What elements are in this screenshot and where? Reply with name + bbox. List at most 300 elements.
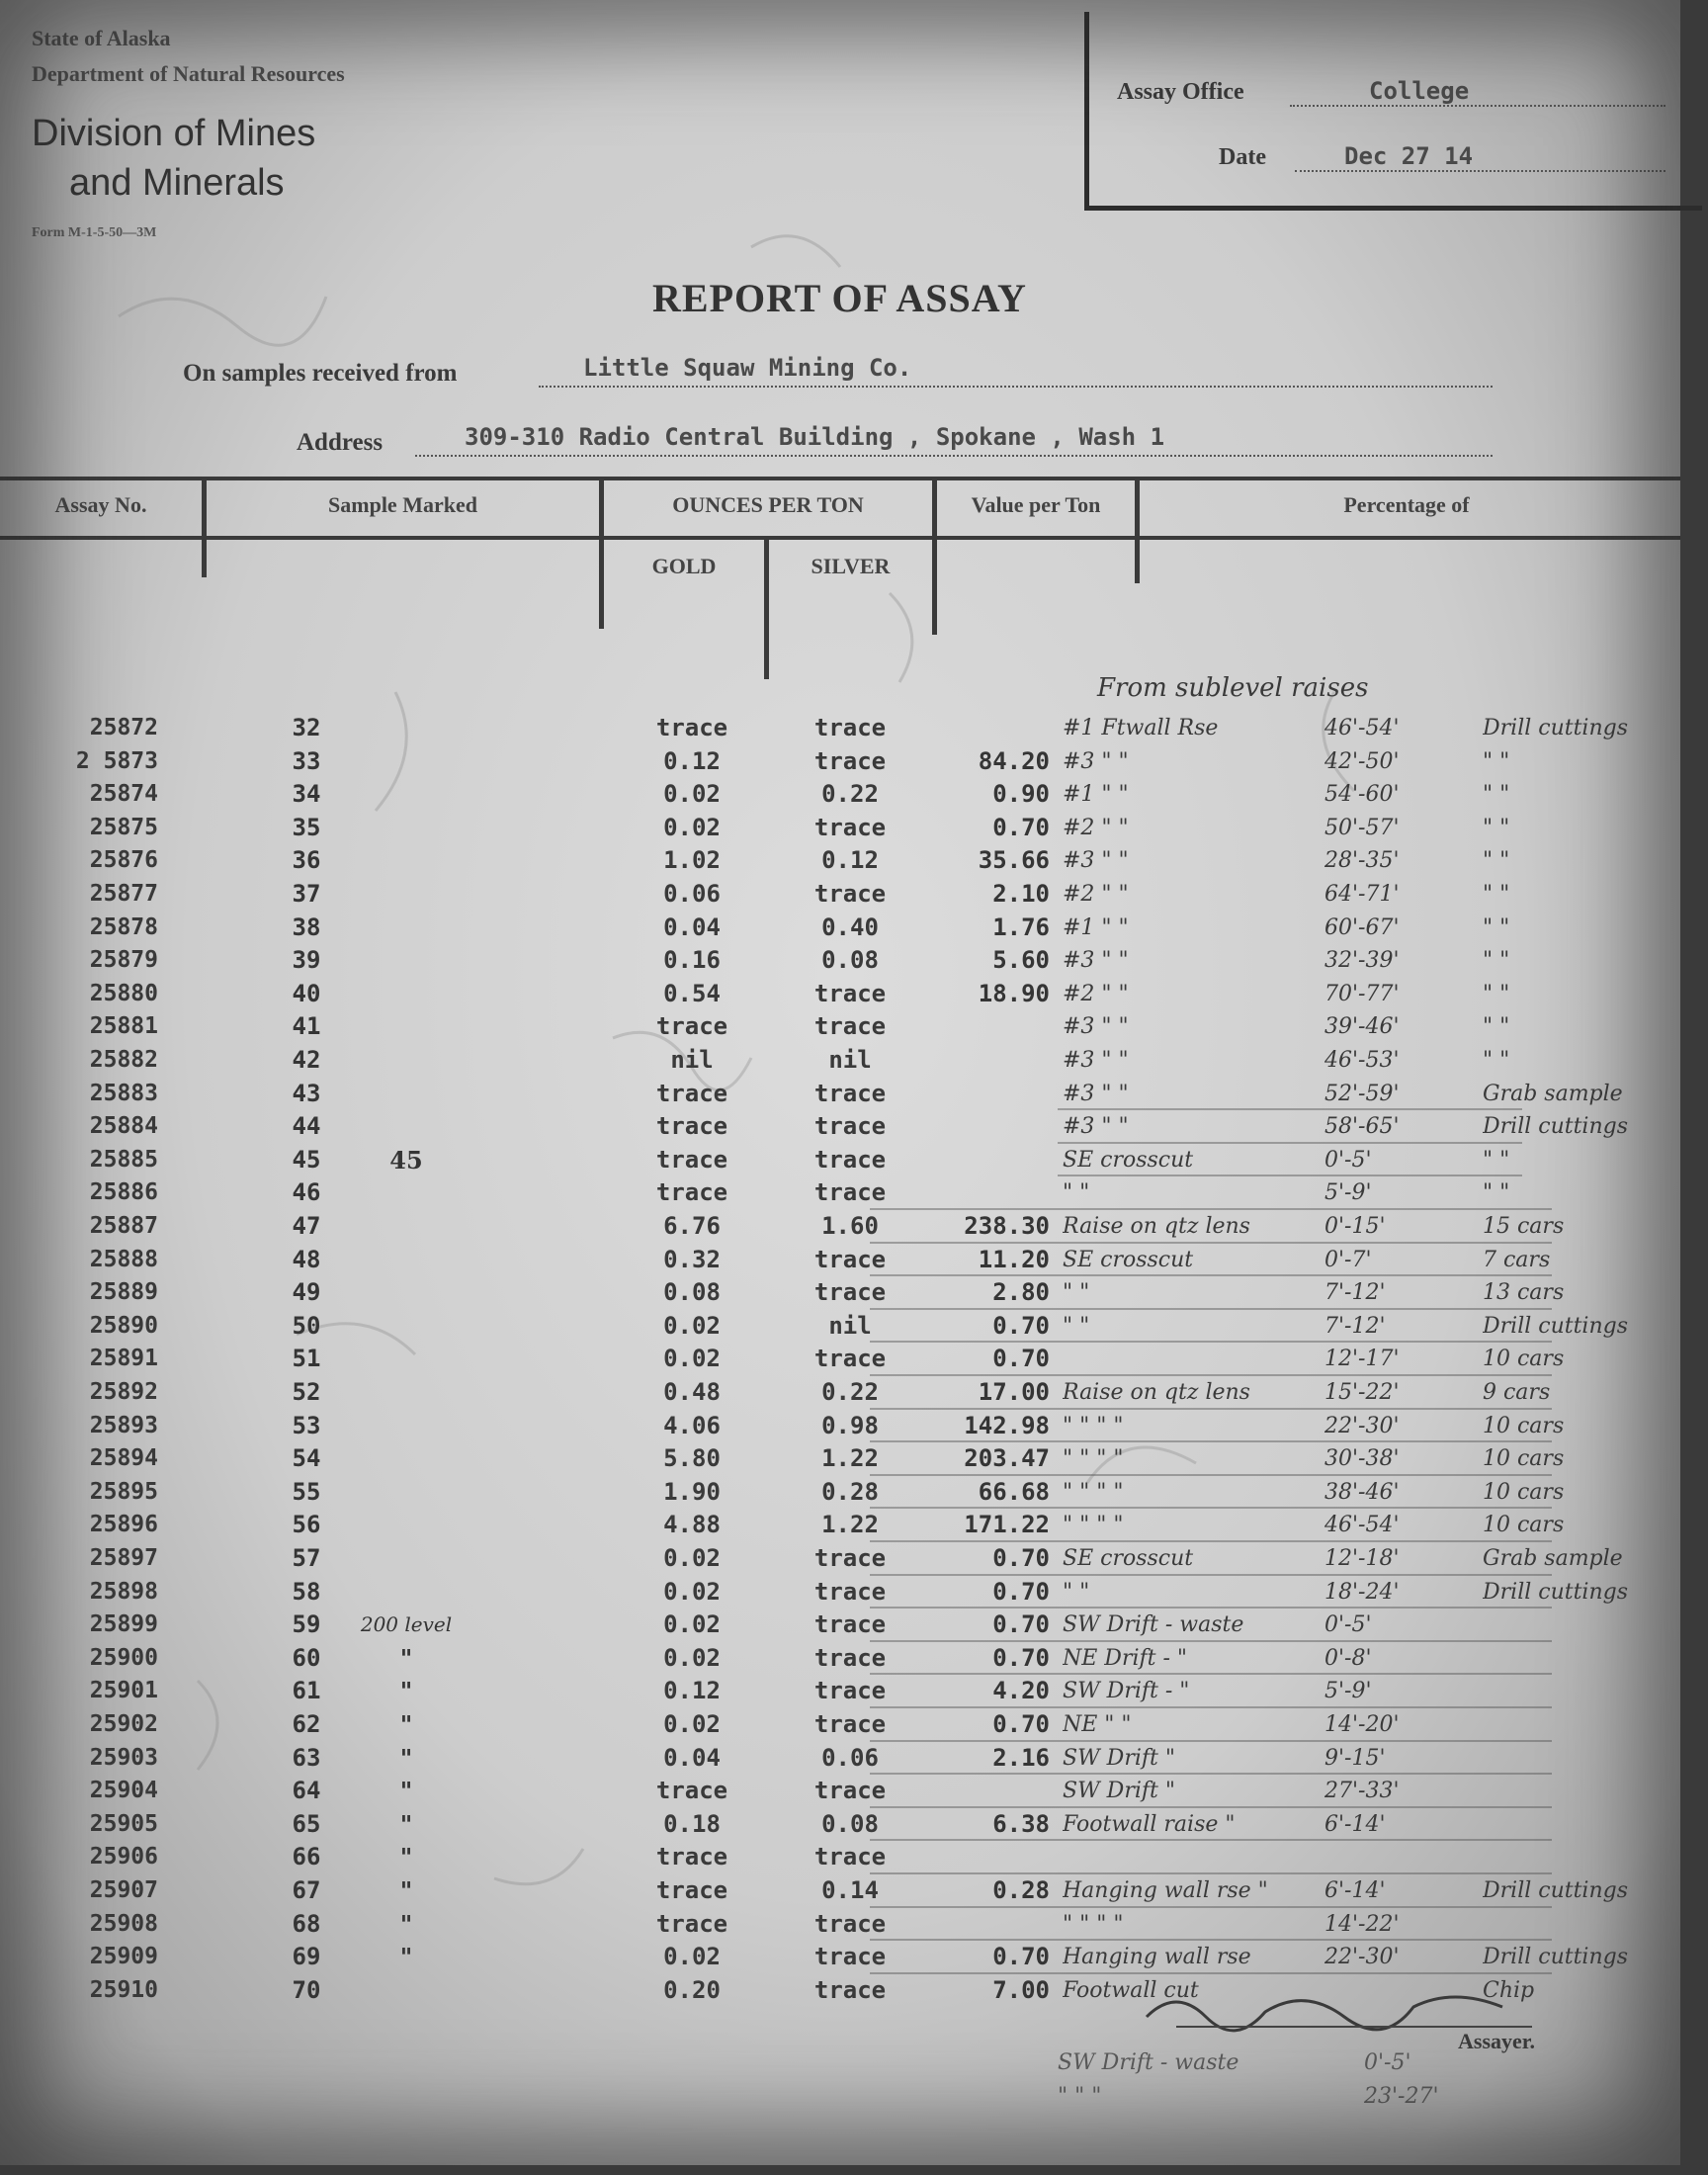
location-description: #3 " " — [1063, 1014, 1129, 1040]
sample-marked: 46 — [292, 1178, 321, 1207]
sample-extra — [332, 778, 480, 811]
gold-ounces: trace — [655, 1777, 728, 1805]
gold-ounces: 1.90 — [663, 1477, 721, 1506]
assay-number: 25905 — [89, 1810, 158, 1837]
sample-note: " " — [1483, 748, 1510, 774]
sample-marked: 67 — [292, 1876, 321, 1904]
gold-ounces: 0.20 — [663, 1975, 721, 2004]
assay-office-label: Assay Office — [1117, 79, 1244, 105]
footage-range: 7'-12' — [1324, 1280, 1386, 1306]
footage-range: 52'-59' — [1324, 1081, 1400, 1106]
sample-marked: 42 — [292, 1046, 321, 1074]
sample-note: " " — [1483, 914, 1510, 940]
silver-ounces: 0.22 — [821, 1378, 879, 1406]
sample-marked: 39 — [292, 946, 321, 975]
sample-extra — [332, 1010, 480, 1043]
assay-number: 25907 — [89, 1877, 158, 1903]
assay-office-value: College — [1369, 77, 1470, 105]
gold-ounces: trace — [655, 1843, 728, 1871]
sample-note: " " — [1483, 1014, 1510, 1040]
footage-range: 0'-5' — [1324, 1147, 1372, 1173]
silver-ounces: trace — [813, 1544, 887, 1572]
sample-marked: 53 — [292, 1411, 321, 1439]
sample-extra — [332, 1542, 480, 1575]
location-description: SW Drift " — [1063, 1779, 1175, 1804]
sample-marked: 41 — [292, 1012, 321, 1041]
sample-extra: " — [399, 1943, 413, 1972]
assay-number: 25904 — [89, 1778, 158, 1804]
value-per-ton: 7.00 — [992, 1975, 1050, 2004]
assay-number: 25877 — [89, 881, 158, 907]
location-description: #3 " " — [1063, 948, 1129, 974]
location-description: #3 " " — [1063, 848, 1129, 874]
location-description: Footwall raise " — [1063, 1811, 1236, 1837]
sample-extra — [332, 1442, 480, 1475]
sample-note — [1483, 1808, 1680, 1841]
gold-ounces: 0.02 — [663, 1710, 721, 1738]
assay-number: 25894 — [89, 1445, 158, 1472]
silver-ounces: trace — [813, 1943, 887, 1971]
sample-extra — [332, 944, 480, 977]
sample-marked: 60 — [292, 1643, 321, 1672]
sample-marked: 66 — [292, 1843, 321, 1871]
silver-ounces: trace — [813, 1345, 887, 1373]
sample-marked: 44 — [292, 1112, 321, 1141]
sample-note: " " — [1483, 1180, 1510, 1206]
location-description: Raise on qtz lens — [1063, 1380, 1250, 1405]
footage-range: 12'-17' — [1324, 1347, 1400, 1372]
footage-range: 60'-67' — [1324, 914, 1400, 940]
value-per-ton: 0.70 — [992, 1710, 1050, 1738]
sample-note: " " — [1483, 948, 1510, 974]
sample-marked: 63 — [292, 1743, 321, 1772]
value-per-ton: 0.70 — [992, 1610, 1050, 1639]
sample-marked: 33 — [292, 746, 321, 775]
gold-ounces: trace — [655, 1876, 728, 1904]
silver-ounces: 1.22 — [821, 1511, 879, 1539]
report-title: REPORT OF ASSAY — [652, 276, 1027, 320]
office-box — [1084, 12, 1702, 211]
silver-ounces: 0.98 — [821, 1411, 879, 1439]
sample-extra — [332, 712, 480, 744]
value-per-ton — [939, 1144, 1050, 1176]
sample-extra — [332, 1343, 480, 1375]
sample-extra: " — [399, 1777, 413, 1806]
sample-extra — [332, 1974, 480, 2007]
assay-number: 25897 — [89, 1545, 158, 1571]
location-description: #3 " " — [1063, 748, 1129, 774]
col-value-per-ton: Value per Ton — [971, 492, 1101, 517]
silver-ounces: 1.60 — [821, 1212, 879, 1240]
sample-extra: 45 — [389, 1145, 423, 1174]
footage-range: 54'-60' — [1324, 782, 1400, 808]
footage-range: 7'-12' — [1324, 1313, 1386, 1339]
location-description: " " " " — [1063, 1479, 1124, 1505]
handwritten-header: From sublevel raises — [1097, 673, 1369, 703]
sample-note — [1483, 1841, 1680, 1873]
sample-extra — [332, 1576, 480, 1609]
gold-ounces: 1.02 — [663, 846, 721, 875]
footage-range: 0'-15' — [1324, 1214, 1386, 1239]
sample-extra: " — [399, 1809, 413, 1839]
sample-extra — [332, 1210, 480, 1243]
sample-extra — [332, 978, 480, 1010]
gold-ounces: 0.02 — [663, 1610, 721, 1639]
gold-ounces: 0.06 — [663, 880, 721, 908]
location-description — [1063, 1841, 1310, 1873]
table-top-rule — [0, 477, 1680, 480]
value-per-ton — [939, 1775, 1050, 1807]
assay-number: 25903 — [89, 1744, 158, 1771]
footage-range: 64'-71' — [1324, 882, 1400, 907]
footage-range: 50'-57' — [1324, 815, 1400, 840]
date-line — [1295, 170, 1665, 172]
gold-ounces: 4.06 — [663, 1411, 721, 1439]
sample-extra: " — [399, 1643, 413, 1673]
footage-range: 22'-30' — [1324, 1945, 1400, 1970]
silver-ounces: 1.22 — [821, 1444, 879, 1473]
value-per-ton: 11.20 — [978, 1245, 1050, 1273]
sample-extra — [332, 745, 480, 778]
address-value: 309-310 Radio Central Building , Spokane , Wash 1 — [465, 423, 1165, 451]
gold-ounces: 0.02 — [663, 1544, 721, 1572]
assay-number: 25910 — [89, 1976, 158, 2003]
sample-marked: 50 — [292, 1311, 321, 1340]
silver-ounces: 0.28 — [821, 1477, 879, 1506]
sample-marked: 32 — [292, 714, 321, 741]
sample-marked: 68 — [292, 1909, 321, 1938]
silver-ounces: trace — [813, 1577, 887, 1606]
sample-extra: " — [399, 1710, 413, 1739]
footage-range: 0'-8' — [1324, 1645, 1372, 1671]
location-description: #3 " " — [1063, 1114, 1129, 1140]
footer-note-range-1: 0'-5' — [1364, 2050, 1411, 2075]
location-description: " " " " — [1063, 1446, 1124, 1472]
sample-extra: " — [399, 1876, 413, 1905]
assay-number: 25874 — [89, 781, 158, 808]
assay-number: 25891 — [89, 1346, 158, 1372]
sample-marked: 52 — [292, 1378, 321, 1406]
location-description: #1 Ftwall Rse — [1063, 716, 1219, 740]
sample-note: Grab sample — [1483, 1546, 1623, 1571]
gold-ounces: 0.02 — [663, 813, 721, 841]
value-per-ton: 84.20 — [978, 746, 1050, 775]
silver-ounces: 0.40 — [821, 913, 879, 941]
sample-marked: 56 — [292, 1511, 321, 1539]
assay-number: 25901 — [89, 1678, 158, 1704]
sample-note: 10 cars — [1483, 1347, 1565, 1372]
sample-marked: 37 — [292, 880, 321, 908]
address-label: Address — [297, 429, 384, 456]
assay-number: 25879 — [89, 947, 158, 974]
assay-number: 25906 — [89, 1844, 158, 1870]
sample-note: Drill cuttings — [1483, 1313, 1629, 1339]
footage-range: 28'-35' — [1324, 848, 1400, 874]
assay-number: 25896 — [89, 1512, 158, 1538]
sample-extra — [332, 1176, 480, 1209]
location-description: SE crosscut — [1063, 1147, 1194, 1173]
footage-range — [1324, 1841, 1473, 1873]
footage-range: 0'-7' — [1324, 1247, 1372, 1272]
sample-marked: 59 — [292, 1610, 321, 1639]
value-per-ton — [939, 1908, 1050, 1941]
sample-note: 10 cars — [1483, 1413, 1565, 1438]
sample-note: " " — [1483, 815, 1510, 840]
gold-ounces: 0.12 — [663, 746, 721, 775]
sample-marked: 34 — [292, 780, 321, 809]
assay-office-line — [1290, 105, 1665, 107]
location-description: Raise on qtz lens — [1063, 1214, 1250, 1239]
sample-note — [1483, 1675, 1680, 1707]
col-ounces-per-ton: OUNCES PER TON — [672, 492, 864, 517]
sample-extra — [332, 812, 480, 844]
sample-note: Drill cuttings — [1483, 1114, 1629, 1140]
assay-number: 25875 — [89, 814, 158, 840]
value-per-ton: 1.76 — [992, 913, 1050, 941]
assay-number: 25881 — [89, 1013, 158, 1040]
sample-marked: 54 — [292, 1444, 321, 1473]
gold-ounces: 0.12 — [663, 1677, 721, 1705]
sample-marked: 58 — [292, 1577, 321, 1606]
department-name: Department of Natural Resources — [32, 61, 345, 86]
footage-range: 0'-5' — [1324, 1612, 1372, 1638]
footage-range: 6'-14' — [1324, 1811, 1386, 1837]
assay-number: 25887 — [89, 1213, 158, 1239]
location-description: " " " " — [1063, 1413, 1124, 1438]
gold-ounces: trace — [655, 1112, 728, 1141]
gold-ounces: 0.32 — [663, 1245, 721, 1273]
footage-range: 5'-9' — [1324, 1679, 1372, 1704]
location-description: " " — [1063, 1180, 1090, 1206]
location-description: #1 " " — [1063, 914, 1129, 940]
footage-range: 58'-65' — [1324, 1114, 1400, 1140]
silver-ounces: trace — [813, 1145, 887, 1174]
value-per-ton: 5.60 — [992, 946, 1050, 975]
silver-ounces: trace — [813, 979, 887, 1007]
silver-ounces: trace — [813, 1710, 887, 1738]
value-per-ton: 35.66 — [978, 846, 1050, 875]
footage-range: 32'-39' — [1324, 948, 1400, 974]
sample-note: 10 cars — [1483, 1513, 1565, 1538]
sample-extra — [332, 1509, 480, 1541]
sample-note: " " — [1483, 1048, 1510, 1073]
footage-range: 46'-54' — [1324, 1513, 1400, 1538]
value-per-ton — [939, 1078, 1050, 1110]
value-per-ton: 0.70 — [992, 1943, 1050, 1971]
col-sample-marked: Sample Marked — [328, 492, 477, 517]
col-silver: SILVER — [811, 554, 891, 578]
sample-extra — [332, 1244, 480, 1276]
gold-ounces: trace — [655, 1178, 728, 1207]
sample-marked: 57 — [292, 1544, 321, 1572]
value-per-ton — [939, 712, 1050, 744]
sample-marked: 51 — [292, 1345, 321, 1373]
gold-ounces: 4.88 — [663, 1511, 721, 1539]
footage-range: 18'-24' — [1324, 1579, 1400, 1605]
sample-extra — [332, 1078, 480, 1110]
silver-ounces: trace — [813, 1677, 887, 1705]
received-from-value: Little Squaw Mining Co. — [583, 354, 912, 382]
location-description: #2 " " — [1063, 815, 1129, 840]
sample-note — [1483, 1708, 1680, 1741]
value-per-ton: 2.10 — [992, 880, 1050, 908]
sample-marked: 43 — [292, 1079, 321, 1107]
silver-ounces: trace — [813, 1643, 887, 1672]
value-per-ton: 17.00 — [978, 1378, 1050, 1406]
received-from-line — [539, 386, 1493, 388]
sample-marked: 61 — [292, 1677, 321, 1705]
address-line — [415, 455, 1493, 457]
sample-marked: 55 — [292, 1477, 321, 1506]
silver-ounces: 0.14 — [821, 1876, 879, 1904]
sample-note — [1483, 1908, 1680, 1941]
assay-number: 25898 — [89, 1578, 158, 1605]
value-per-ton: 0.70 — [992, 813, 1050, 841]
sample-note — [1483, 1609, 1680, 1641]
sample-note: Grab sample — [1483, 1081, 1623, 1106]
gold-ounces: 0.54 — [663, 979, 721, 1007]
location-description: " " — [1063, 1313, 1090, 1339]
assay-number: 25886 — [89, 1179, 158, 1206]
location-description: #2 " " — [1063, 981, 1129, 1006]
value-per-ton: 0.90 — [992, 780, 1050, 809]
assay-number: 25888 — [89, 1246, 158, 1272]
assay-number: 25876 — [89, 847, 158, 874]
silver-ounces: trace — [813, 1909, 887, 1938]
assay-number: 25884 — [89, 1113, 158, 1140]
sample-marked: 38 — [292, 913, 321, 941]
assay-number: 25878 — [89, 914, 158, 940]
footage-range: 12'-18' — [1324, 1546, 1400, 1571]
location-description — [1063, 1343, 1310, 1375]
silver-ounces: trace — [813, 1012, 887, 1041]
assay-number: 25908 — [89, 1910, 158, 1937]
gold-ounces: 5.80 — [663, 1444, 721, 1473]
assay-number: 25882 — [89, 1047, 158, 1073]
sample-note: " " — [1483, 882, 1510, 907]
received-from-label: On samples received from — [183, 360, 458, 387]
silver-ounces: trace — [813, 714, 887, 741]
gold-ounces: 0.04 — [663, 1743, 721, 1772]
value-per-ton: 6.38 — [992, 1809, 1050, 1838]
sample-extra — [332, 1376, 480, 1409]
assay-number: 25885 — [89, 1146, 158, 1173]
value-per-ton: 0.70 — [992, 1345, 1050, 1373]
sample-note: " " — [1483, 1147, 1510, 1173]
sample-extra — [332, 1476, 480, 1509]
sample-extra — [332, 1044, 480, 1077]
value-per-ton: 0.70 — [992, 1311, 1050, 1340]
assay-number: 25895 — [89, 1478, 158, 1505]
sample-extra: " — [399, 1743, 413, 1773]
value-per-ton — [939, 1010, 1050, 1043]
sample-note — [1483, 1742, 1680, 1775]
sample-extra — [332, 912, 480, 944]
value-per-ton: 142.98 — [964, 1411, 1050, 1439]
value-per-ton: 171.22 — [964, 1511, 1050, 1539]
location-description: NE Drift - " — [1063, 1645, 1188, 1671]
gold-ounces: nil — [670, 1046, 714, 1074]
location-description: SE crosscut — [1063, 1546, 1194, 1571]
footage-range: 14'-20' — [1324, 1712, 1400, 1737]
sample-note: 9 cars — [1483, 1380, 1551, 1405]
silver-ounces: trace — [813, 1112, 887, 1141]
value-per-ton: 4.20 — [992, 1677, 1050, 1705]
assay-number: 25900 — [89, 1644, 158, 1671]
footer-note-desc-1: SW Drift - waste — [1058, 2050, 1239, 2075]
sample-marked: 62 — [292, 1710, 321, 1738]
silver-ounces: 0.08 — [821, 946, 879, 975]
gold-ounces: 0.04 — [663, 913, 721, 941]
sample-note: 15 cars — [1483, 1214, 1565, 1239]
location-description: Hanging wall rse " — [1063, 1878, 1268, 1903]
footage-range: 9'-15' — [1324, 1745, 1386, 1771]
sample-note: " " — [1483, 848, 1510, 874]
footage-range: 6'-14' — [1324, 1878, 1386, 1903]
assay-number: 25890 — [89, 1312, 158, 1339]
col-gold: GOLD — [651, 554, 717, 578]
value-per-ton: 203.47 — [964, 1444, 1050, 1473]
silver-ounces: trace — [813, 1278, 887, 1307]
silver-ounces: trace — [813, 1610, 887, 1639]
footage-range: 27'-33' — [1324, 1779, 1400, 1804]
value-per-ton: 18.90 — [978, 979, 1050, 1007]
sample-note: Drill cuttings — [1483, 1579, 1629, 1605]
silver-ounces: nil — [828, 1046, 872, 1074]
silver-ounces: 0.08 — [821, 1809, 879, 1838]
footer-note-range-2: 23'-27' — [1364, 2084, 1439, 2109]
sample-note: " " — [1483, 981, 1510, 1006]
location-description: SE crosscut — [1063, 1247, 1194, 1272]
sample-note — [1483, 1775, 1680, 1807]
footage-range: 38'-46' — [1324, 1479, 1400, 1505]
gold-ounces: 0.02 — [663, 1643, 721, 1672]
assay-number: 25883 — [89, 1080, 158, 1106]
sample-marked: 49 — [292, 1278, 321, 1307]
gold-ounces: 0.08 — [663, 1278, 721, 1307]
silver-ounces: trace — [813, 813, 887, 841]
silver-ounces: 0.12 — [821, 846, 879, 875]
sample-extra — [332, 844, 480, 877]
footage-range: 70'-77' — [1324, 981, 1400, 1006]
gold-ounces: 0.02 — [663, 1943, 721, 1971]
footage-range: 22'-30' — [1324, 1413, 1400, 1438]
assay-number: 25902 — [89, 1711, 158, 1737]
silver-ounces: trace — [813, 1843, 887, 1871]
gold-ounces: 6.76 — [663, 1212, 721, 1240]
location-description: " " " " — [1063, 1513, 1124, 1538]
value-per-ton: 0.70 — [992, 1544, 1050, 1572]
sample-note: Drill cuttings — [1483, 1945, 1629, 1970]
location-description: #3 " " — [1063, 1048, 1129, 1073]
assay-number: 25893 — [89, 1412, 158, 1438]
gold-ounces: 0.02 — [663, 780, 721, 809]
footage-range: 30'-38' — [1324, 1446, 1400, 1472]
value-per-ton — [939, 1841, 1050, 1873]
date-value: Dec 27 14 — [1344, 142, 1474, 170]
location-description: " " — [1063, 1579, 1090, 1605]
sample-marked: 45 — [292, 1145, 321, 1174]
sample-extra: " — [399, 1909, 413, 1939]
division-line1: Division of Mines — [32, 113, 316, 154]
form-number: Form M-1-5-50—3M — [32, 225, 157, 240]
sample-marked: 36 — [292, 846, 321, 875]
gold-ounces: trace — [655, 1909, 728, 1938]
location-description: Hanging wall rse — [1063, 1945, 1251, 1970]
assay-number: 25889 — [89, 1279, 158, 1306]
ounces-subrule — [601, 536, 937, 539]
sample-note: 13 cars — [1483, 1280, 1565, 1306]
